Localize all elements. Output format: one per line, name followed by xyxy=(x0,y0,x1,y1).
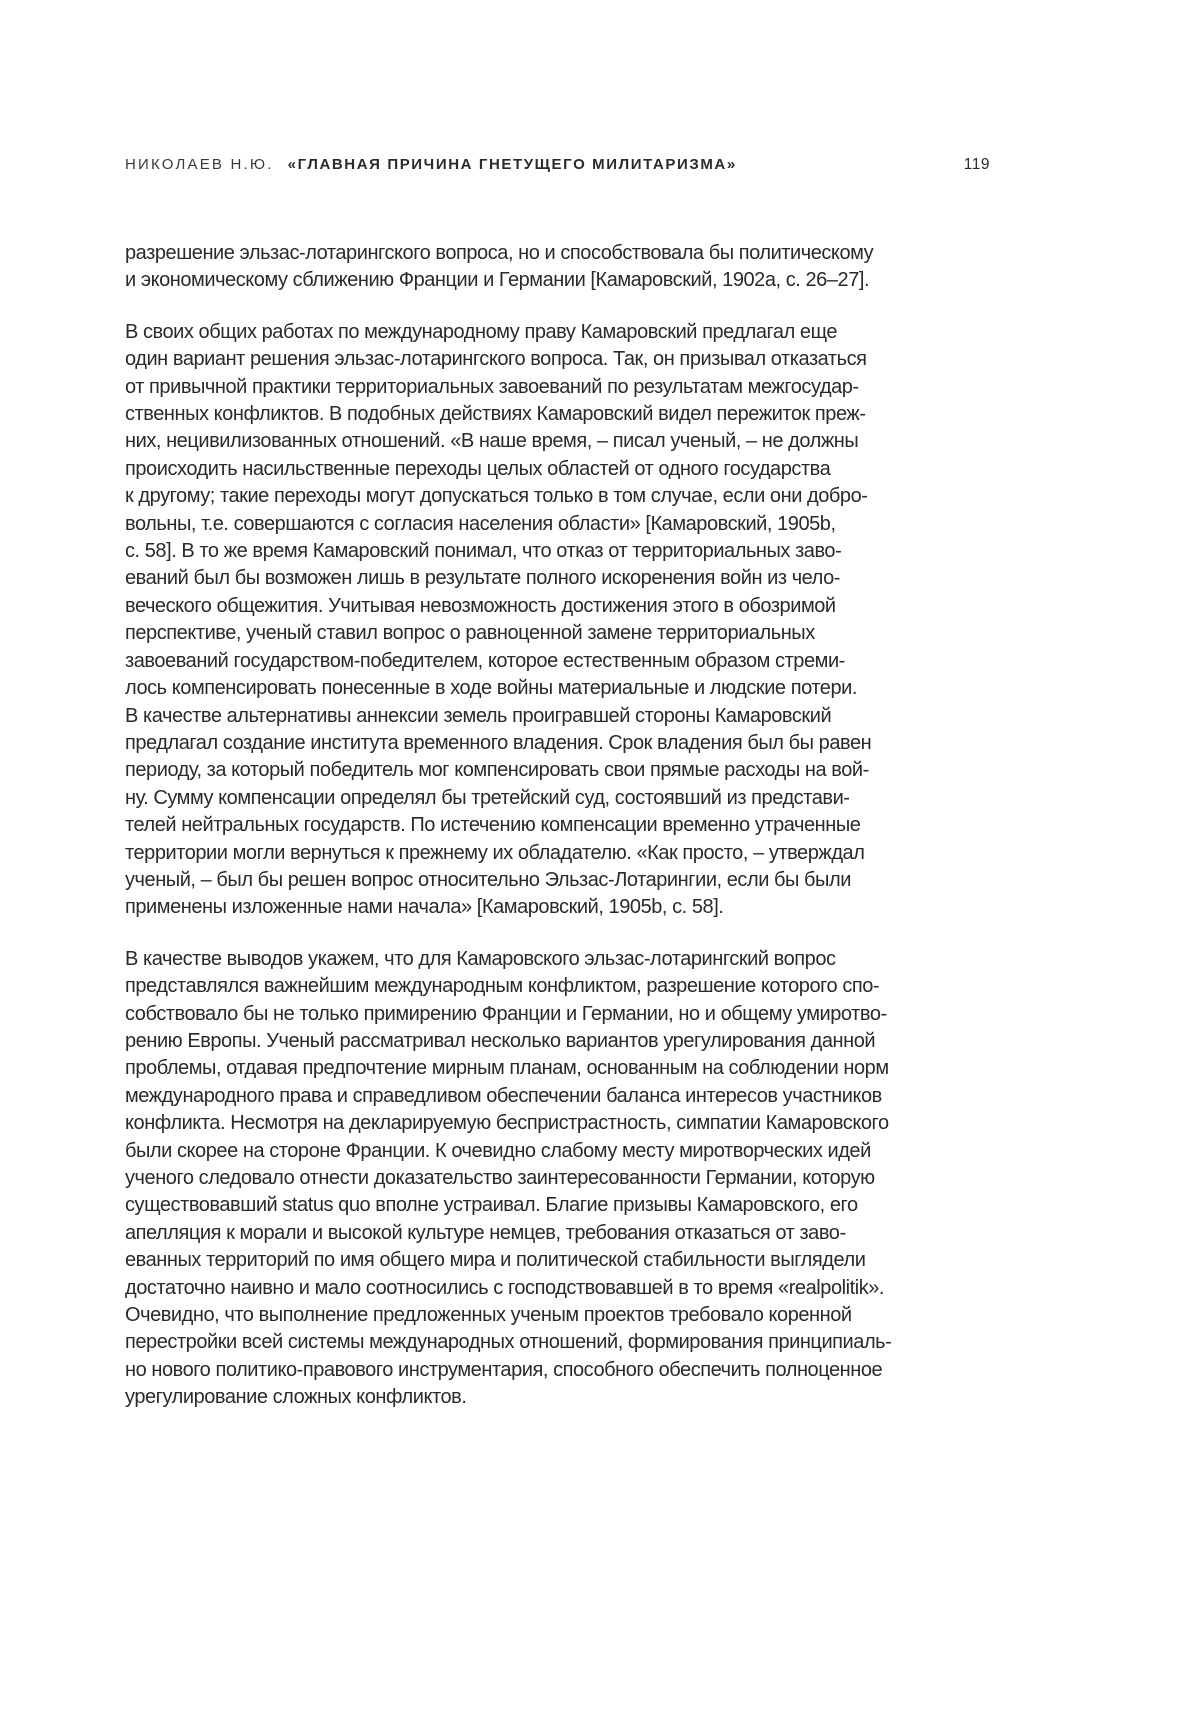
paragraph-2: В своих общих работах по международному праву Камаровский предлагал еще один вариант решения эльзас-лотарингского вопроса. Так, он призывал отказаться от привычной практики территориальных завоеваний по результатам межгосудар- ственных конфликтов. В подобных действиях Камаровский видел пережиток преж- них, нецивилизованных отношений. «В наше время, – писал ученый, – не должны происходить насильственные переходы целых областей от одного государства к другому; такие переходы могут допускаться только в том случае, если они добро- вольны, т.е. совершаются с согласия населения области» [Камаровский, 1905b, с. 58]. В то же время Камаровский понимал, что отказ от территориальных заво- еваний был бы возможен лишь в результате полного искоренения войн из чело- веческого общежития. Учитывая невозможность достижения этого в обозримой перспективе, ученый ставил вопрос о равноценной замене территориальных завоеваний государством-победителем, которое естественным образом стреми- лось компенсировать понесенные в ходе войны материальные и людские потери. В качестве альтернативы аннексии земель проигравшей стороны Камаровский предлагал создание института временного владения. Срок владения был бы равен периоду, за который победитель мог компенсировать свои прямые расходы на вой- ну. Сумму компенсации определял бы третейский суд, состоявший из представи- телей нейтральных государств. По истечению компенсации временно утраченные территории могли вернуться к прежнему их обладателю. «Как просто, – утверждал ученый, – был бы решен вопрос относительно Эльзас-Лотарингии, если бы были применены изложенные нами начала» [Камаровский, 1905b, с. 58]. xyxy=(125,320,872,919)
running-header-left xyxy=(125,156,737,174)
author-name: НИКОЛАЕВ Н.Ю. xyxy=(125,156,274,173)
paragraph-3: В качестве выводов укажем, что для Камаровского эльзас-лотарингский вопрос представлялся важнейшим международным конфликтом, разрешение которого спо- собствовало бы не только примирению Франции и Германии, но и общему умиротво- рению Европы. Ученый рассматривал несколько вариантов урегулирования данной проблемы, отдавая предпочтение мирным планам, основанным на соблюдении норм международного права и справедливом обеспечении баланса интересов участников конфликта. Несмотря на декларируемую беспристрастность, симпатии Камаровского были скорее на стороне Франции. К очевидно слабому месту миротворческих идей ученого следовало отнести доказательство заинтересованности Германии, которую существовавший status quo вполне устраивал. Благие призывы Камаровского, его апелляция к морали и высокой культуре немцев, требования отказаться от заво- еванных территорий по имя общего мира и политической стабильности выглядели достаточно наивно и мало соотносились с господствовавшей в то время «realpolitik». Очевидно, что выполнение предложенных ученым проектов требовало коренной перестройки всей системы международных отношений, формирования принципиаль- но нового политико-правового инструментария, способного обеспечить полноценное урегулирование сложных конфликтов. xyxy=(125,947,892,1409)
article-title: «ГЛАВНАЯ ПРИЧИНА ГНЕТУЩЕГО МИЛИТАРИЗМА» xyxy=(287,156,737,173)
running-header xyxy=(125,156,990,174)
article-body xyxy=(125,240,925,1436)
page-number: 119 xyxy=(963,156,990,173)
paragraph-1: разрешение эльзас-лотарингского вопроса, но и способствовала бы политическому и экономическому сближению Франции и Германии [Камаровский, 1902a, с. 26–27]. xyxy=(125,242,874,292)
